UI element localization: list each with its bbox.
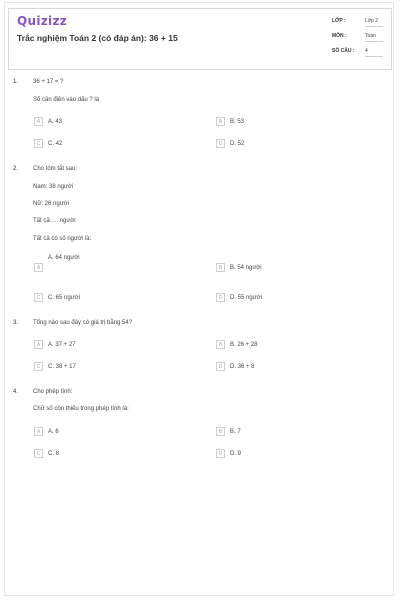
question-text: Tổng nào sau đây có giá trị bằng 54? bbox=[33, 320, 133, 326]
answer-option-b[interactable] bbox=[216, 427, 241, 436]
question-text: Tất cả có số người là: bbox=[33, 236, 92, 242]
class-label: LỚP : bbox=[332, 18, 346, 24]
answer-option-b[interactable] bbox=[216, 263, 262, 272]
option-letter-box: B bbox=[216, 263, 225, 272]
option-letter-box: D bbox=[216, 139, 225, 148]
option-letter-box: D bbox=[216, 362, 225, 371]
option-text: C. 8 bbox=[48, 450, 60, 457]
question-number: 1. bbox=[13, 79, 19, 85]
question-text: Cho tóm tắt sau: bbox=[33, 166, 78, 172]
option-text: A. 43 bbox=[48, 118, 63, 125]
worksheet-header bbox=[8, 8, 392, 70]
question-text: Tất cả: ... người bbox=[33, 218, 76, 224]
answer-option-d[interactable] bbox=[216, 449, 241, 458]
option-text: C. 65 người bbox=[48, 294, 80, 301]
option-text: A. 64 người bbox=[48, 255, 80, 261]
option-text: D. 9 bbox=[230, 450, 242, 457]
option-text: D. 52 bbox=[230, 140, 245, 147]
option-text: C. 38 + 17 bbox=[48, 363, 76, 370]
option-text: B. 54 người bbox=[230, 264, 262, 271]
subject-value: Toán bbox=[365, 33, 383, 42]
question-text: 36 + 17 = ? bbox=[33, 79, 64, 85]
question-count-label: SỐ CÂU : bbox=[332, 48, 355, 54]
option-letter-box: C bbox=[34, 449, 43, 458]
option-letter-box: D bbox=[216, 449, 225, 458]
option-text: B. 53 bbox=[230, 118, 245, 125]
answer-option-c[interactable] bbox=[34, 139, 62, 148]
question-text: Số cần điền vào dấu ? là bbox=[33, 97, 100, 103]
option-letter-box: A bbox=[34, 263, 43, 272]
answer-option-c[interactable] bbox=[34, 449, 59, 458]
answer-option-a[interactable] bbox=[34, 427, 59, 436]
question-text: Nữ: 26 người bbox=[33, 201, 69, 207]
option-text: D. 36 + 8 bbox=[230, 363, 255, 370]
option-letter-box: C bbox=[34, 362, 43, 371]
question-text: Chữ số còn thiếu trong phép tính là: bbox=[33, 406, 129, 412]
class-value: Lớp 2 bbox=[365, 18, 383, 27]
option-text: B. 26 + 28 bbox=[230, 341, 258, 348]
option-letter-box: B bbox=[216, 340, 225, 349]
quizizz-logo: Quizizz bbox=[17, 14, 68, 28]
answer-option-c[interactable] bbox=[34, 293, 80, 302]
answer-option-d[interactable] bbox=[216, 362, 255, 371]
question-number: 3. bbox=[13, 320, 19, 326]
subject-label: MÔN : bbox=[332, 33, 347, 39]
question-number: 2. bbox=[13, 166, 19, 172]
option-text: A. 37 + 27 bbox=[48, 341, 76, 348]
option-text: B. 7 bbox=[230, 428, 241, 435]
option-text: C. 42 bbox=[48, 140, 63, 147]
answer-option-a[interactable] bbox=[34, 340, 76, 349]
worksheet-title: Trắc nghiệm Toán 2 (có đáp án): 36 + 15 bbox=[17, 33, 178, 43]
option-text: D. 55 người bbox=[230, 294, 262, 301]
answer-option-a[interactable] bbox=[34, 117, 62, 126]
question-number: 4. bbox=[13, 389, 19, 395]
answer-option-d[interactable] bbox=[216, 139, 244, 148]
option-letter-box: A bbox=[34, 117, 43, 126]
question-text: Nam: 38 người bbox=[33, 184, 74, 190]
option-letter-box: A bbox=[34, 427, 43, 436]
option-letter-box: C bbox=[34, 293, 43, 302]
option-letter-box: C bbox=[34, 139, 43, 148]
option-text: A. 6 bbox=[48, 428, 59, 435]
question-count-value: 4 bbox=[365, 48, 383, 57]
option-letter-box: B bbox=[216, 427, 225, 436]
option-letter-box: B bbox=[216, 117, 225, 126]
option-letter-box: D bbox=[216, 293, 225, 302]
answer-option-b[interactable] bbox=[216, 117, 244, 126]
answer-option-d[interactable] bbox=[216, 293, 262, 302]
option-letter-box: A bbox=[34, 340, 43, 349]
question-text: Cho phép tính: bbox=[33, 389, 73, 395]
answer-option-b[interactable] bbox=[216, 340, 258, 349]
answer-option-c[interactable] bbox=[34, 362, 76, 371]
answer-option-a[interactable] bbox=[34, 255, 80, 272]
